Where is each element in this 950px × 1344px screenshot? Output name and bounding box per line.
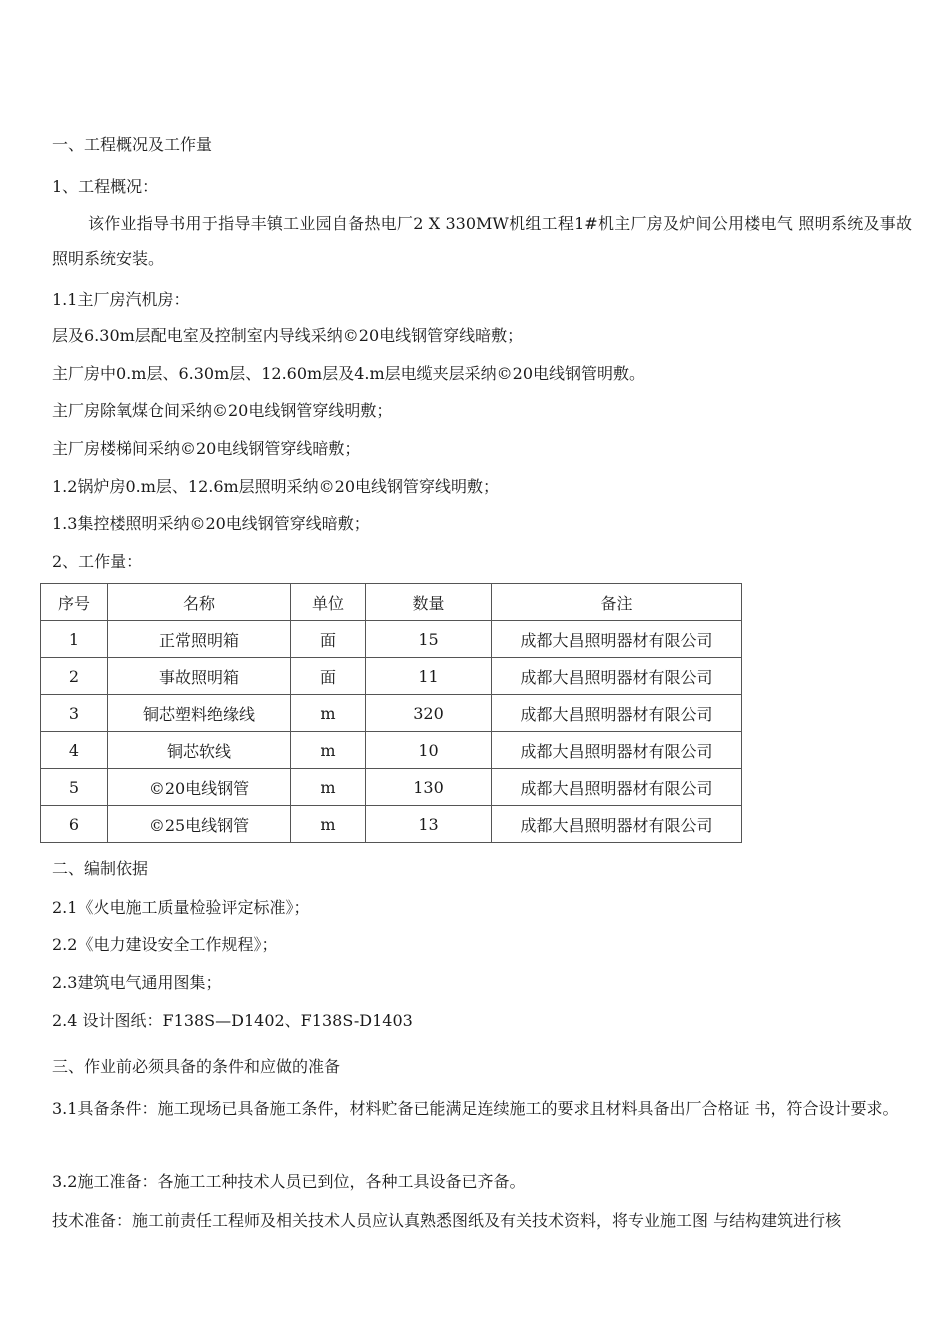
cell-unit: m: [291, 806, 366, 843]
section-1-heading: 一、工程概况及工作量: [52, 135, 213, 154]
cell-seq: 2: [41, 658, 108, 695]
cell-qty: 11: [366, 658, 492, 695]
cell-name: ©25电线钢管: [108, 806, 291, 843]
scope-item: 1.3集控楼照明采纳©20电线钢管穿线暗敷；: [52, 514, 370, 533]
scope-item: 1.2锅炉房0.m层、12.6m层照明采纳©20电线钢管穿线明敷；: [52, 477, 500, 496]
cell-name: 铜芯塑料绝缘线: [108, 695, 291, 732]
cell-note: 成都大昌照明器材有限公司: [492, 806, 742, 843]
cell-note: 成都大昌照明器材有限公司: [492, 658, 742, 695]
table-row: [41, 695, 742, 732]
cell-seq: 6: [41, 806, 108, 843]
cell-qty: 13: [366, 806, 492, 843]
cell-note: 成都大昌照明器材有限公司: [492, 695, 742, 732]
cell-qty: 320: [366, 695, 492, 732]
basis-item: 2.1《火电施工质量检验评定标准》；: [52, 898, 310, 917]
cell-qty: 15: [366, 621, 492, 658]
header-unit: 单位: [291, 584, 366, 621]
cell-seq: 4: [41, 732, 108, 769]
table-row: [41, 769, 742, 806]
table-row: [41, 621, 742, 658]
scope-item: 主厂房除氧煤仓间采纳©20电线钢管穿线明敷；: [52, 401, 393, 420]
cell-unit: m: [291, 732, 366, 769]
header-note: 备注: [492, 584, 742, 621]
basis-item: 2.2《电力建设安全工作规程》；: [52, 935, 278, 954]
subsection-1-1-heading: 1.1主厂房汽机房：: [52, 290, 190, 309]
header-seq: 序号: [41, 584, 108, 621]
scope-item: 层及6.30m层配电室及控制室内导线采纳©20电线钢管穿线暗敷；: [52, 326, 524, 345]
cell-name: ©20电线钢管: [108, 769, 291, 806]
cell-seq: 1: [41, 621, 108, 658]
table-row: [41, 732, 742, 769]
cell-note: 成都大昌照明器材有限公司: [492, 732, 742, 769]
header-name: 名称: [108, 584, 291, 621]
cell-qty: 10: [366, 732, 492, 769]
table-header-row: [41, 584, 742, 621]
project-overview-paragraph: 该作业指导书用于指导丰镇工业园自备热电厂2 X 330MW机组工程1#机主厂房及炉间公用楼电气 照明系统及事故照明系统安装。: [52, 214, 912, 268]
cell-seq: 5: [41, 769, 108, 806]
section-1-2-heading: 2、工作量：: [52, 552, 143, 571]
cell-name: 正常照明箱: [108, 621, 291, 658]
table-row: [41, 658, 742, 695]
scope-item: 主厂房楼梯间采纳©20电线钢管穿线暗敷；: [52, 439, 361, 458]
basis-item: 2.4 设计图纸：F138S—D1402、F138S-D1403: [52, 1011, 413, 1030]
cell-name: 铜芯软线: [108, 732, 291, 769]
workload-table: [40, 583, 742, 843]
cell-seq: 3: [41, 695, 108, 732]
cell-note: 成都大昌照明器材有限公司: [492, 769, 742, 806]
cell-unit: 面: [291, 658, 366, 695]
cell-note: 成都大昌照明器材有限公司: [492, 621, 742, 658]
cell-unit: m: [291, 695, 366, 732]
technical-preparation-line: 技术准备：施工前责任工程师及相关技术人员应认真熟悉图纸及有关技术资料，将专业施工图 与结构建筑进行核: [52, 1211, 842, 1230]
cell-qty: 130: [366, 769, 492, 806]
section-3-heading: 三、作业前必须具备的条件和应做的准备: [52, 1057, 341, 1076]
section-1-1-heading: 1、工程概况：: [52, 177, 159, 196]
scope-item: 主厂房中0.m层、6.30m层、12.60m层及4.m层电缆夹层采纳©20电线钢管明敷。: [52, 364, 646, 383]
cell-unit: m: [291, 769, 366, 806]
table-row: [41, 806, 742, 843]
header-qty: 数量: [366, 584, 492, 621]
basis-item: 2.3建筑电气通用图集；: [52, 973, 222, 992]
preparation-line: 3.2施工准备：各施工工种技术人员已到位，各种工具设备已齐备。: [52, 1172, 526, 1191]
cell-unit: 面: [291, 621, 366, 658]
section-2-heading: 二、编制依据: [52, 859, 149, 878]
conditions-paragraph: 3.1具备条件：施工现场已具备施工条件，材料贮备已能满足连续施工的要求且材料具备出厂合格证 书，符合设计要求。: [52, 1099, 899, 1118]
cell-name: 事故照明箱: [108, 658, 291, 695]
